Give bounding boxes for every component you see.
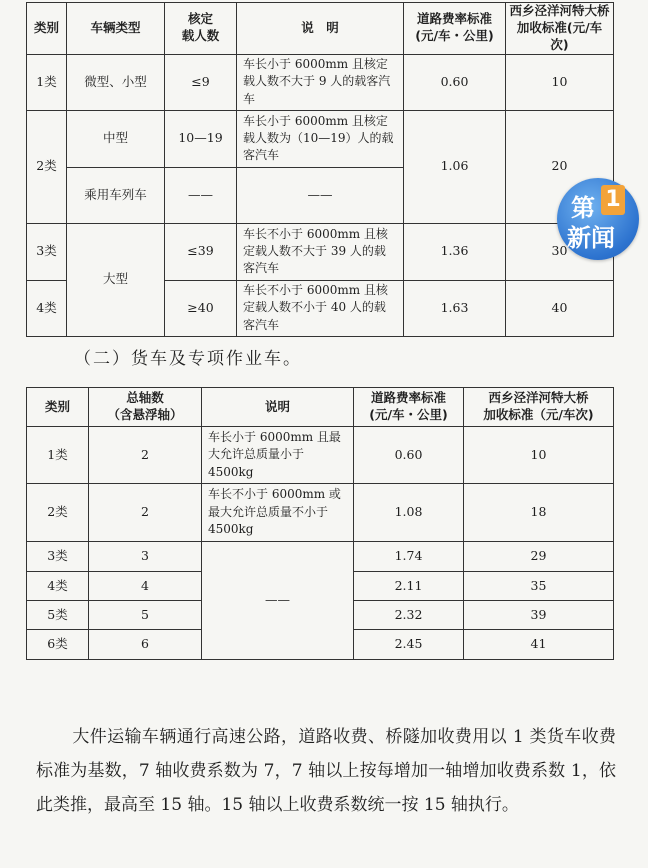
vehicle-type-cell: 大型 — [67, 223, 165, 336]
col-header-class: 类别 — [27, 388, 89, 427]
table-row — [27, 542, 614, 572]
vehicle-type-cell: 乘用车列车 — [67, 167, 165, 223]
road-rate-cell: 0.60 — [354, 427, 464, 484]
bridge-surcharge-cell: 40 — [506, 280, 614, 336]
table-header-row — [27, 388, 614, 427]
bridge-surcharge-cell: 30 — [506, 223, 614, 280]
axles-cell: 2 — [89, 484, 202, 542]
class-cell: 4类 — [27, 280, 67, 336]
watermark-text: 第 — [571, 194, 595, 222]
col-header-bridge-surcharge: 西乡泾洋河特大桥 加收标准（元/车次) — [464, 388, 614, 427]
class-cell: 2类 — [27, 110, 67, 223]
description-cell: 车长不小于 6000mm 且核定载人数不大于 39 人的载客汽车 — [237, 223, 404, 280]
class-cell: 5类 — [27, 601, 89, 630]
road-rate-cell: 0.60 — [404, 54, 506, 110]
col-header-description: 说 明 — [237, 3, 404, 55]
col-header-seats: 核定 载人数 — [165, 3, 237, 55]
paragraph-text: 大件运输车辆通行高速公路，道路收费、桥隧加收费用以 1 类货车收费标准为基数，7 轴收费系数为 7，7 轴以上按每增加一轴增加收费系数 1，依此类推，最高至 15 轴。15 轴以上收费系数统一按 15 轴执行。 — [36, 727, 616, 815]
road-rate-cell: 1.74 — [354, 542, 464, 572]
bridge-surcharge-cell: 20 — [506, 110, 614, 223]
class-cell: 3类 — [27, 223, 67, 280]
vehicle-type-cell: 微型、小型 — [67, 54, 165, 110]
table-row — [27, 427, 614, 484]
col-header-axles: 总轴数 （含悬浮轴） — [89, 388, 202, 427]
road-rate-cell: 1.63 — [404, 280, 506, 336]
bridge-surcharge-cell: 35 — [464, 572, 614, 601]
axles-cell: 2 — [89, 427, 202, 484]
col-header-road-rate: 道路费率标准 (元/车・公里) — [404, 3, 506, 55]
seats-cell: ≤39 — [165, 223, 237, 280]
watermark-logo — [557, 178, 639, 260]
seats-cell: ≤9 — [165, 54, 237, 110]
description-cell: 车长不小于 6000mm 且核定载人数不小于 40 人的载客汽车 — [237, 280, 404, 336]
class-cell: 4类 — [27, 572, 89, 601]
passenger-fee-table — [26, 2, 614, 337]
axles-cell: 5 — [89, 601, 202, 630]
watermark-number: 1 — [601, 185, 625, 215]
table-row — [27, 110, 614, 167]
road-rate-cell: 2.32 — [354, 601, 464, 630]
vehicle-type-cell: 中型 — [67, 110, 165, 167]
truck-fee-table — [26, 387, 614, 660]
description-cell: 车长不小于 6000mm 或最大允许总质量不小于 4500kg — [202, 484, 354, 542]
class-cell: 2类 — [27, 484, 89, 542]
description-cell: 车长小于 6000mm 且核定载人数不大于 9 人的载客汽车 — [237, 54, 404, 110]
oversize-fee-paragraph — [36, 720, 616, 822]
description-cell: 车长小于 6000mm 且最大允许总质量小于 4500kg — [202, 427, 354, 484]
bridge-surcharge-cell: 41 — [464, 630, 614, 660]
axles-cell: 6 — [89, 630, 202, 660]
bridge-surcharge-cell: 18 — [464, 484, 614, 542]
col-header-bridge-surcharge: 西乡泾洋河特大桥 加收标准(元/车次) — [506, 3, 614, 55]
table-header-row — [27, 3, 614, 55]
col-header-class: 类别 — [27, 3, 67, 55]
axles-cell: 4 — [89, 572, 202, 601]
col-header-road-rate: 道路费率标准 (元/车・公里) — [354, 388, 464, 427]
axles-cell: 3 — [89, 542, 202, 572]
section-title: （二）货车及专项作业车。 — [74, 349, 302, 369]
bridge-surcharge-cell: 10 — [464, 427, 614, 484]
table-row — [27, 223, 614, 280]
description-cell: 车长小于 6000mm 且核定载人数为（10—19）人的载客汽车 — [237, 110, 404, 167]
seats-cell: 10—19 — [165, 110, 237, 167]
watermark-text: 新闻 — [567, 224, 615, 252]
seats-cell: —— — [165, 167, 237, 223]
road-rate-cell: 2.11 — [354, 572, 464, 601]
table-row — [27, 484, 614, 542]
road-rate-cell: 1.06 — [404, 110, 506, 223]
col-header-description: 说明 — [202, 388, 354, 427]
road-rate-cell: 2.45 — [354, 630, 464, 660]
road-rate-cell: 1.08 — [354, 484, 464, 542]
seats-cell: ≥40 — [165, 280, 237, 336]
description-cell: —— — [202, 542, 354, 660]
description-cell: —— — [237, 167, 404, 223]
bridge-surcharge-cell: 10 — [506, 54, 614, 110]
table-row — [27, 54, 614, 110]
class-cell: 3类 — [27, 542, 89, 572]
bridge-surcharge-cell: 29 — [464, 542, 614, 572]
bridge-surcharge-cell: 39 — [464, 601, 614, 630]
class-cell: 1类 — [27, 427, 89, 484]
class-cell: 1类 — [27, 54, 67, 110]
class-cell: 6类 — [27, 630, 89, 660]
col-header-vehicle-type: 车辆类型 — [67, 3, 165, 55]
road-rate-cell: 1.36 — [404, 223, 506, 280]
